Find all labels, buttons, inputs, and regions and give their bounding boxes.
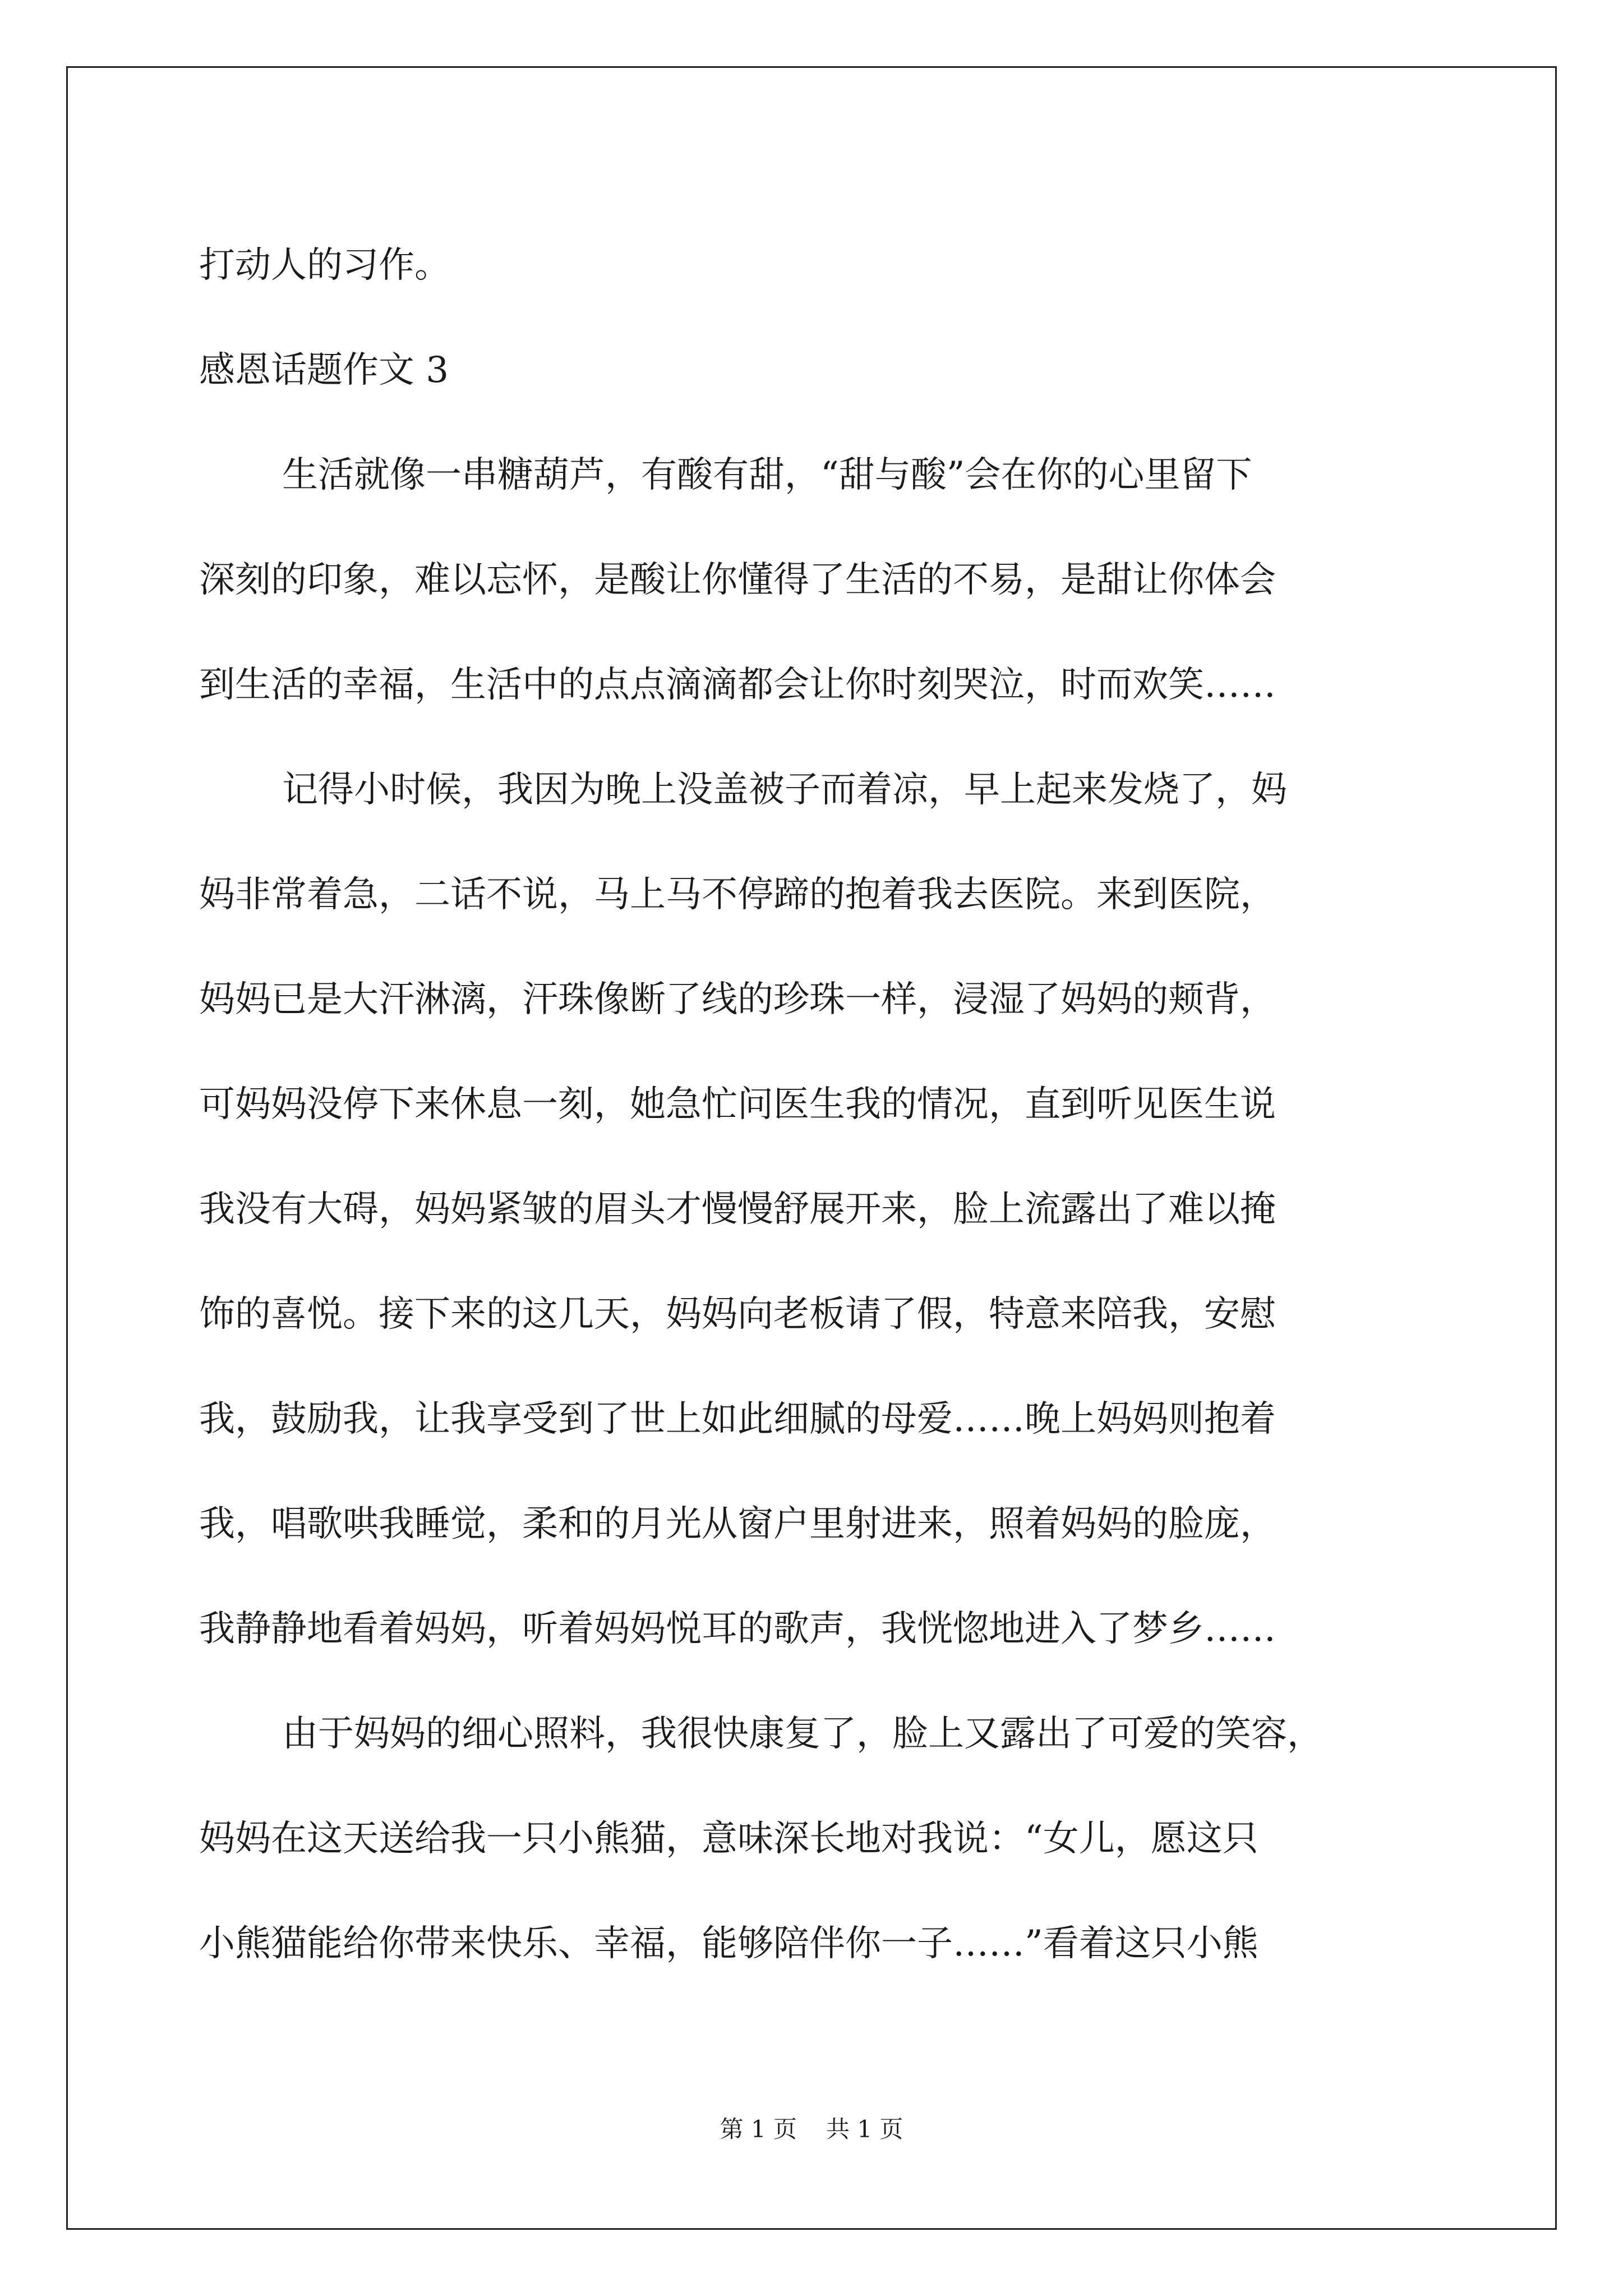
text-line: 打动人的习作。	[199, 245, 450, 286]
paragraph-line: 小熊猫能给你带来快乐、幸福，能够陪伴你一子……”看着这只小熊	[199, 1923, 1258, 1964]
paragraph-line: 我，鼓励我，让我享受到了世上如此细腻的母爱……晚上妈妈则抱着	[199, 1398, 1276, 1440]
paragraph-line: 可妈妈没停下来休息一刻，她急忙问医生我的情况，直到听见医生说	[199, 1084, 1276, 1125]
paragraph-line: 妈妈已是大汗淋漓，汗珠像断了线的珍珠一样，浸湿了妈妈的颊背，	[199, 979, 1276, 1020]
section-heading: 感恩话题作文 3	[199, 349, 449, 391]
page-footer	[0, 2114, 1623, 2145]
paragraph-line: 深刻的印象，难以忘怀，是酸让你懂得了生活的不易，是甜让你体会	[199, 559, 1276, 601]
paragraph-line: 生活就像一串糖葫芦，有酸有甜，“甜与酸”会在你的心里留下	[282, 454, 1252, 496]
page-number: 第 1 页	[720, 2115, 797, 2143]
paragraph-line: 到生活的幸福，生活中的点点滴滴都会让你时刻哭泣，时而欢笑……	[199, 664, 1276, 706]
paragraph-line: 记得小时候，我因为晚上没盖被子而着凉，早上起来发烧了，妈	[282, 769, 1287, 811]
paragraph-line: 由于妈妈的细心照料，我很快康复了，脸上又露出了可爱的笑容，	[282, 1713, 1323, 1755]
paragraph-line: 我没有大碍，妈妈紧皱的眉头才慢慢舒展开来，脸上流露出了难以掩	[199, 1189, 1276, 1230]
paragraph-line: 妈妈在这天送给我一只小熊猫，意味深长地对我说：“女儿，愿这只	[199, 1818, 1258, 1860]
paragraph-line: 妈非常着急，二话不说，马上马不停蹄的抱着我去医院。来到医院，	[199, 874, 1276, 915]
paragraph-line: 我静静地看着妈妈，听着妈妈悦耳的歌声，我恍惚地进入了梦乡……	[199, 1608, 1276, 1650]
paragraph-line: 我，唱歌哄我睡觉，柔和的月光从窗户里射进来，照着妈妈的脸庞，	[199, 1503, 1276, 1545]
document-body	[199, 213, 1422, 1996]
page-total: 共 1 页	[826, 2115, 903, 2143]
paragraph-line: 饰的喜悦。接下来的这几天，妈妈向老板请了假，特意来陪我，安慰	[199, 1294, 1276, 1335]
